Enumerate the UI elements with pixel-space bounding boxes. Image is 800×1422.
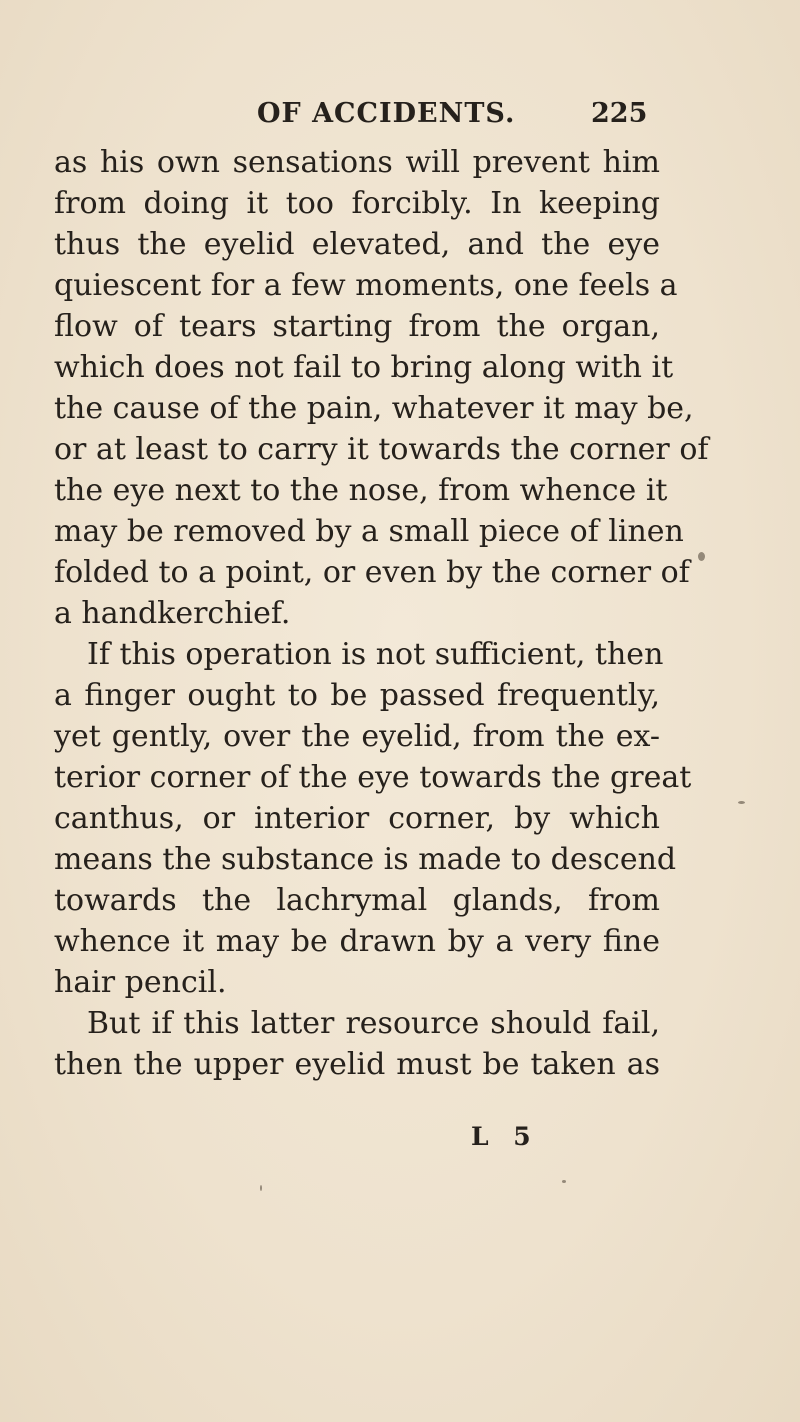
text-line: hair pencil. (54, 965, 227, 1000)
paper-speck (738, 801, 745, 804)
page-number: 225 (591, 98, 648, 129)
text-line: terior corner of the eye towards the great (54, 760, 692, 795)
text-line: yet gently, over the eyelid, from the ex- (54, 719, 660, 754)
text-line: a finger ought to be passed frequently, (54, 678, 660, 713)
text-line: whence it may be drawn by a very fine (54, 924, 660, 959)
text-line: If this operation is not sufficient, then (87, 637, 664, 672)
text-line: means the substance is made to descend (54, 842, 677, 877)
text-line: as his own sensations will prevent him (54, 145, 660, 180)
text-line: quiescent for a few moments, one feels a (54, 268, 678, 303)
text-line: the cause of the pain, whatever it may be, (54, 391, 694, 426)
text-line: a handkerchief. (54, 596, 291, 631)
text-line: But if this latter resource should fail, (87, 1006, 660, 1041)
text-line: canthus, or interior corner, by which (54, 801, 660, 836)
text-line: the eye next to the nose, from whence it (54, 473, 668, 508)
text-line: which does not fail to bring along with it (54, 350, 674, 385)
running-head: OF ACCIDENTS. (257, 98, 516, 129)
text-line: thus the eyelid elevated, and the eye (54, 227, 660, 262)
text-line: from doing it too forcibly. In keeping (54, 186, 660, 221)
signature-mark: L 5 (471, 1122, 539, 1151)
paper-speck (698, 552, 705, 561)
text-line: flow of tears starting from the organ, (54, 309, 660, 344)
text-line: then the upper eyelid must be taken as (54, 1047, 660, 1082)
page-header (0, 98, 800, 138)
text-line: folded to a point, or even by the corner of (54, 555, 690, 590)
text-line: may be removed by a small piece of linen (54, 514, 684, 549)
text-line: towards the lachrymal glands, from (54, 883, 660, 918)
paper-speck (562, 1180, 566, 1183)
paper-speck (260, 1185, 262, 1191)
text-line: or at least to carry it towards the corner of (54, 432, 709, 467)
